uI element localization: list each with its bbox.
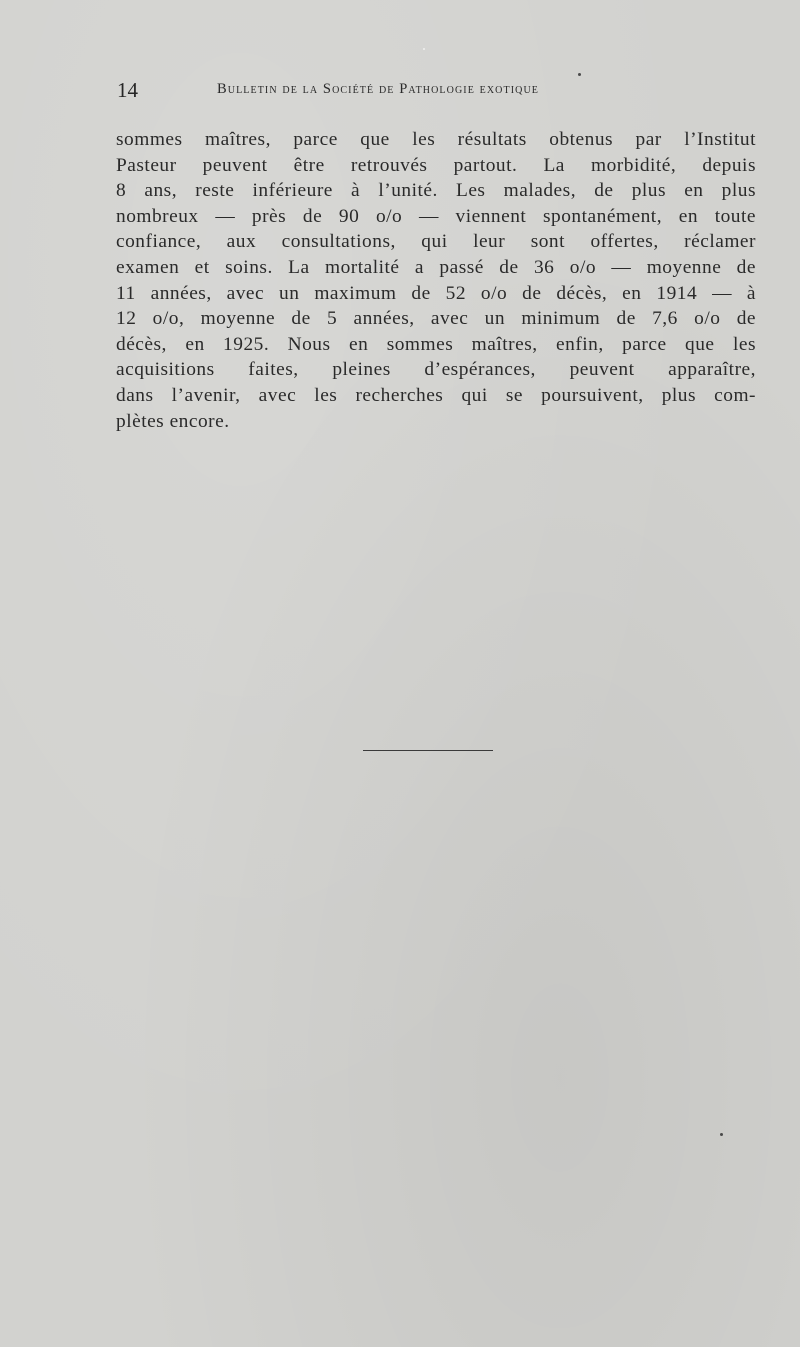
text-line: nombreux — près de 90 o/o — viennent spontanément, en toute xyxy=(116,205,756,227)
text-line: examen et soins. La mortalité a passé de 36 o/o — moyenne de xyxy=(116,256,756,278)
page-number: 14 xyxy=(117,78,138,102)
text-line: 11 années, avec un maximum de 52 o/o de décès, en 1914 — à xyxy=(116,282,756,304)
paper-speck xyxy=(578,73,581,76)
text-line: 12 o/o, moyenne de 5 années, avec un minimum de 7,6 o/o de xyxy=(116,308,756,330)
page-header xyxy=(117,78,757,108)
running-head: Bulletin de la Société de Pathologie exotique xyxy=(217,81,539,97)
section-end-rule xyxy=(363,750,493,751)
text-line: confiance, aux consultations, qui leur sont offertes, réclamer xyxy=(116,231,756,253)
text-line: Pasteur peuvent être retrouvés partout. La morbidité, depuis xyxy=(116,154,756,176)
text-line: acquisitions faites, pleines d’espérances, peuvent apparaître, xyxy=(116,359,756,381)
text-line: 8 ans, reste inférieure à l’unité. Les malades, de plus en plus xyxy=(116,180,756,202)
body-paragraph xyxy=(116,127,756,434)
text-line: plètes encore. xyxy=(116,410,230,432)
text-line: sommes maîtres, parce que les résultats obtenus par l’Institut xyxy=(116,129,756,150)
paper-speck xyxy=(720,1133,723,1136)
paper-speck xyxy=(423,48,425,50)
text-line: décès, en 1925. Nous en sommes maîtres, enfin, parce que les xyxy=(116,333,756,355)
text-line: dans l’avenir, avec les recherches qui se poursuivent, plus com- xyxy=(116,384,756,406)
